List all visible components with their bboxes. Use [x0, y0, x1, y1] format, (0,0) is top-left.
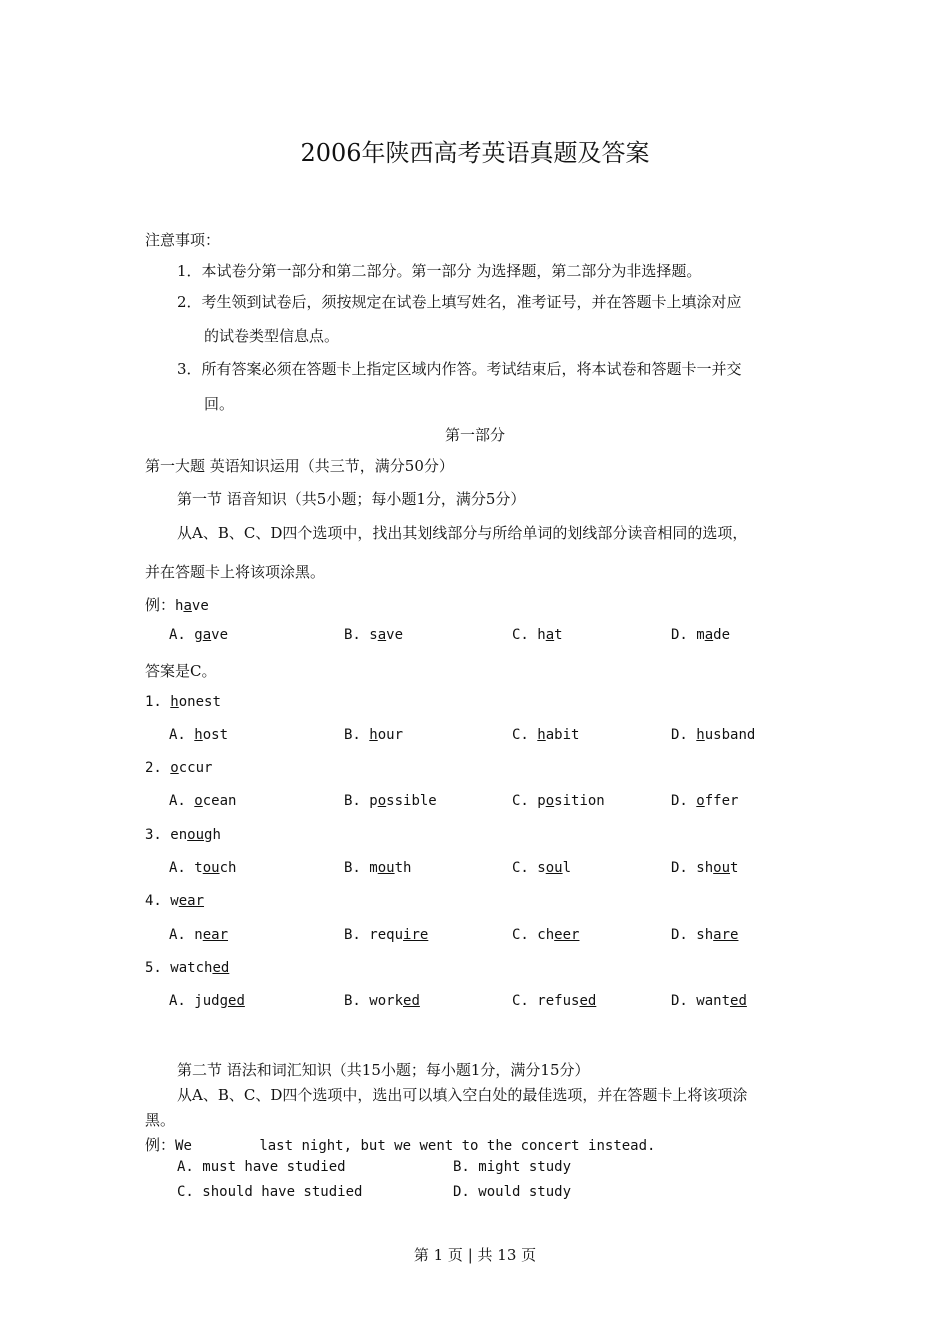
option-b: B. hour — [344, 727, 404, 743]
option-a: A. near — [169, 927, 229, 943]
example-option-a: A. gave — [169, 627, 229, 643]
answer-blank — [192, 1138, 259, 1154]
section2-option-a: A. must have studied — [177, 1159, 346, 1175]
question-word: 5. watched — [145, 960, 230, 976]
section2-instruction: 从A、B、C、D四个选项中，选出可以填入空白处的最佳选项，并在答题卡上将该项涂 — [177, 1086, 748, 1104]
example-answer: 答案是C。 — [145, 662, 217, 680]
option-a: A. host — [169, 727, 229, 743]
note-line: 1．本试卷分第一部分和第二部分。第一部分 为选择题，第二部分为非选择题。 — [177, 262, 702, 280]
section1-instruction: 并在答题卡上将该项涂黑。 — [145, 563, 326, 581]
section2-instruction: 黑。 — [145, 1111, 176, 1129]
option-d: D. offer — [671, 793, 739, 809]
section1-instruction: 从A、B、C、D四个选项中，找出其划线部分与所给单词的划线部分读音相同的选项， — [177, 524, 748, 542]
section2-option-c: C. should have studied — [177, 1184, 363, 1200]
section2-option-d: D. would study — [453, 1184, 572, 1200]
option-b: B. worked — [344, 993, 420, 1009]
example-line — [145, 594, 209, 615]
option-b: B. require — [344, 927, 429, 943]
option-a: A. ocean — [169, 793, 237, 809]
page-footer: 第 1 页 | 共 13 页 — [413, 1246, 537, 1264]
notes-heading: 注意事项： — [145, 231, 221, 249]
option-a: A. touch — [169, 860, 237, 876]
section2-heading: 第二节 语法和词汇知识（共15小题；每小题1分，满分15分） — [177, 1061, 590, 1079]
option-d: D. share — [671, 927, 739, 943]
section2-example: 例：We last night, but we went to the concert instead. — [145, 1136, 656, 1154]
note-line: 回。 — [204, 395, 235, 413]
option-c: C. habit — [512, 727, 580, 743]
example-option-c: C. hat — [512, 627, 563, 643]
note-line: 的试卷类型信息点。 — [204, 327, 340, 345]
option-a: A. judged — [169, 993, 245, 1009]
section1-heading: 第一节 语音知识（共5小题；每小题1分，满分5分） — [177, 490, 526, 508]
example-option-b: B. save — [344, 627, 404, 643]
part-heading: 第一部分 — [444, 426, 505, 444]
example-word: have — [175, 598, 209, 614]
section2-option-b: B. might study — [453, 1159, 572, 1175]
note-line: 3．所有答案必须在答题卡上指定区域内作答。考试结束后，将本试卷和答题卡一并交 — [177, 360, 742, 378]
option-b: B. mouth — [344, 860, 412, 876]
question-word: 4. wear — [145, 893, 205, 909]
page-title: 2006年陕西高考英语真题及答案 — [300, 139, 650, 167]
note-line: 2．考生领到试卷后，须按规定在试卷上填写姓名，准考证号，并在答题卡上填涂对应 — [177, 293, 742, 311]
option-c: C. position — [512, 793, 605, 809]
example-option-d: D. made — [671, 627, 731, 643]
question-word: 3. enough — [145, 827, 221, 843]
option-d: D. husband — [671, 727, 756, 743]
question-word: 2. occur — [145, 760, 213, 776]
example-label: 例： — [145, 596, 176, 614]
option-d: D. shout — [671, 860, 739, 876]
option-c: C. refused — [512, 993, 597, 1009]
option-b: B. possible — [344, 793, 437, 809]
big-question-heading: 第一大题 英语知识运用（共三节，满分50分） — [145, 457, 454, 475]
question-word: 1. honest — [145, 694, 221, 710]
option-c: C. soul — [512, 860, 572, 876]
option-c: C. cheer — [512, 927, 580, 943]
option-d: D. wanted — [671, 993, 747, 1009]
